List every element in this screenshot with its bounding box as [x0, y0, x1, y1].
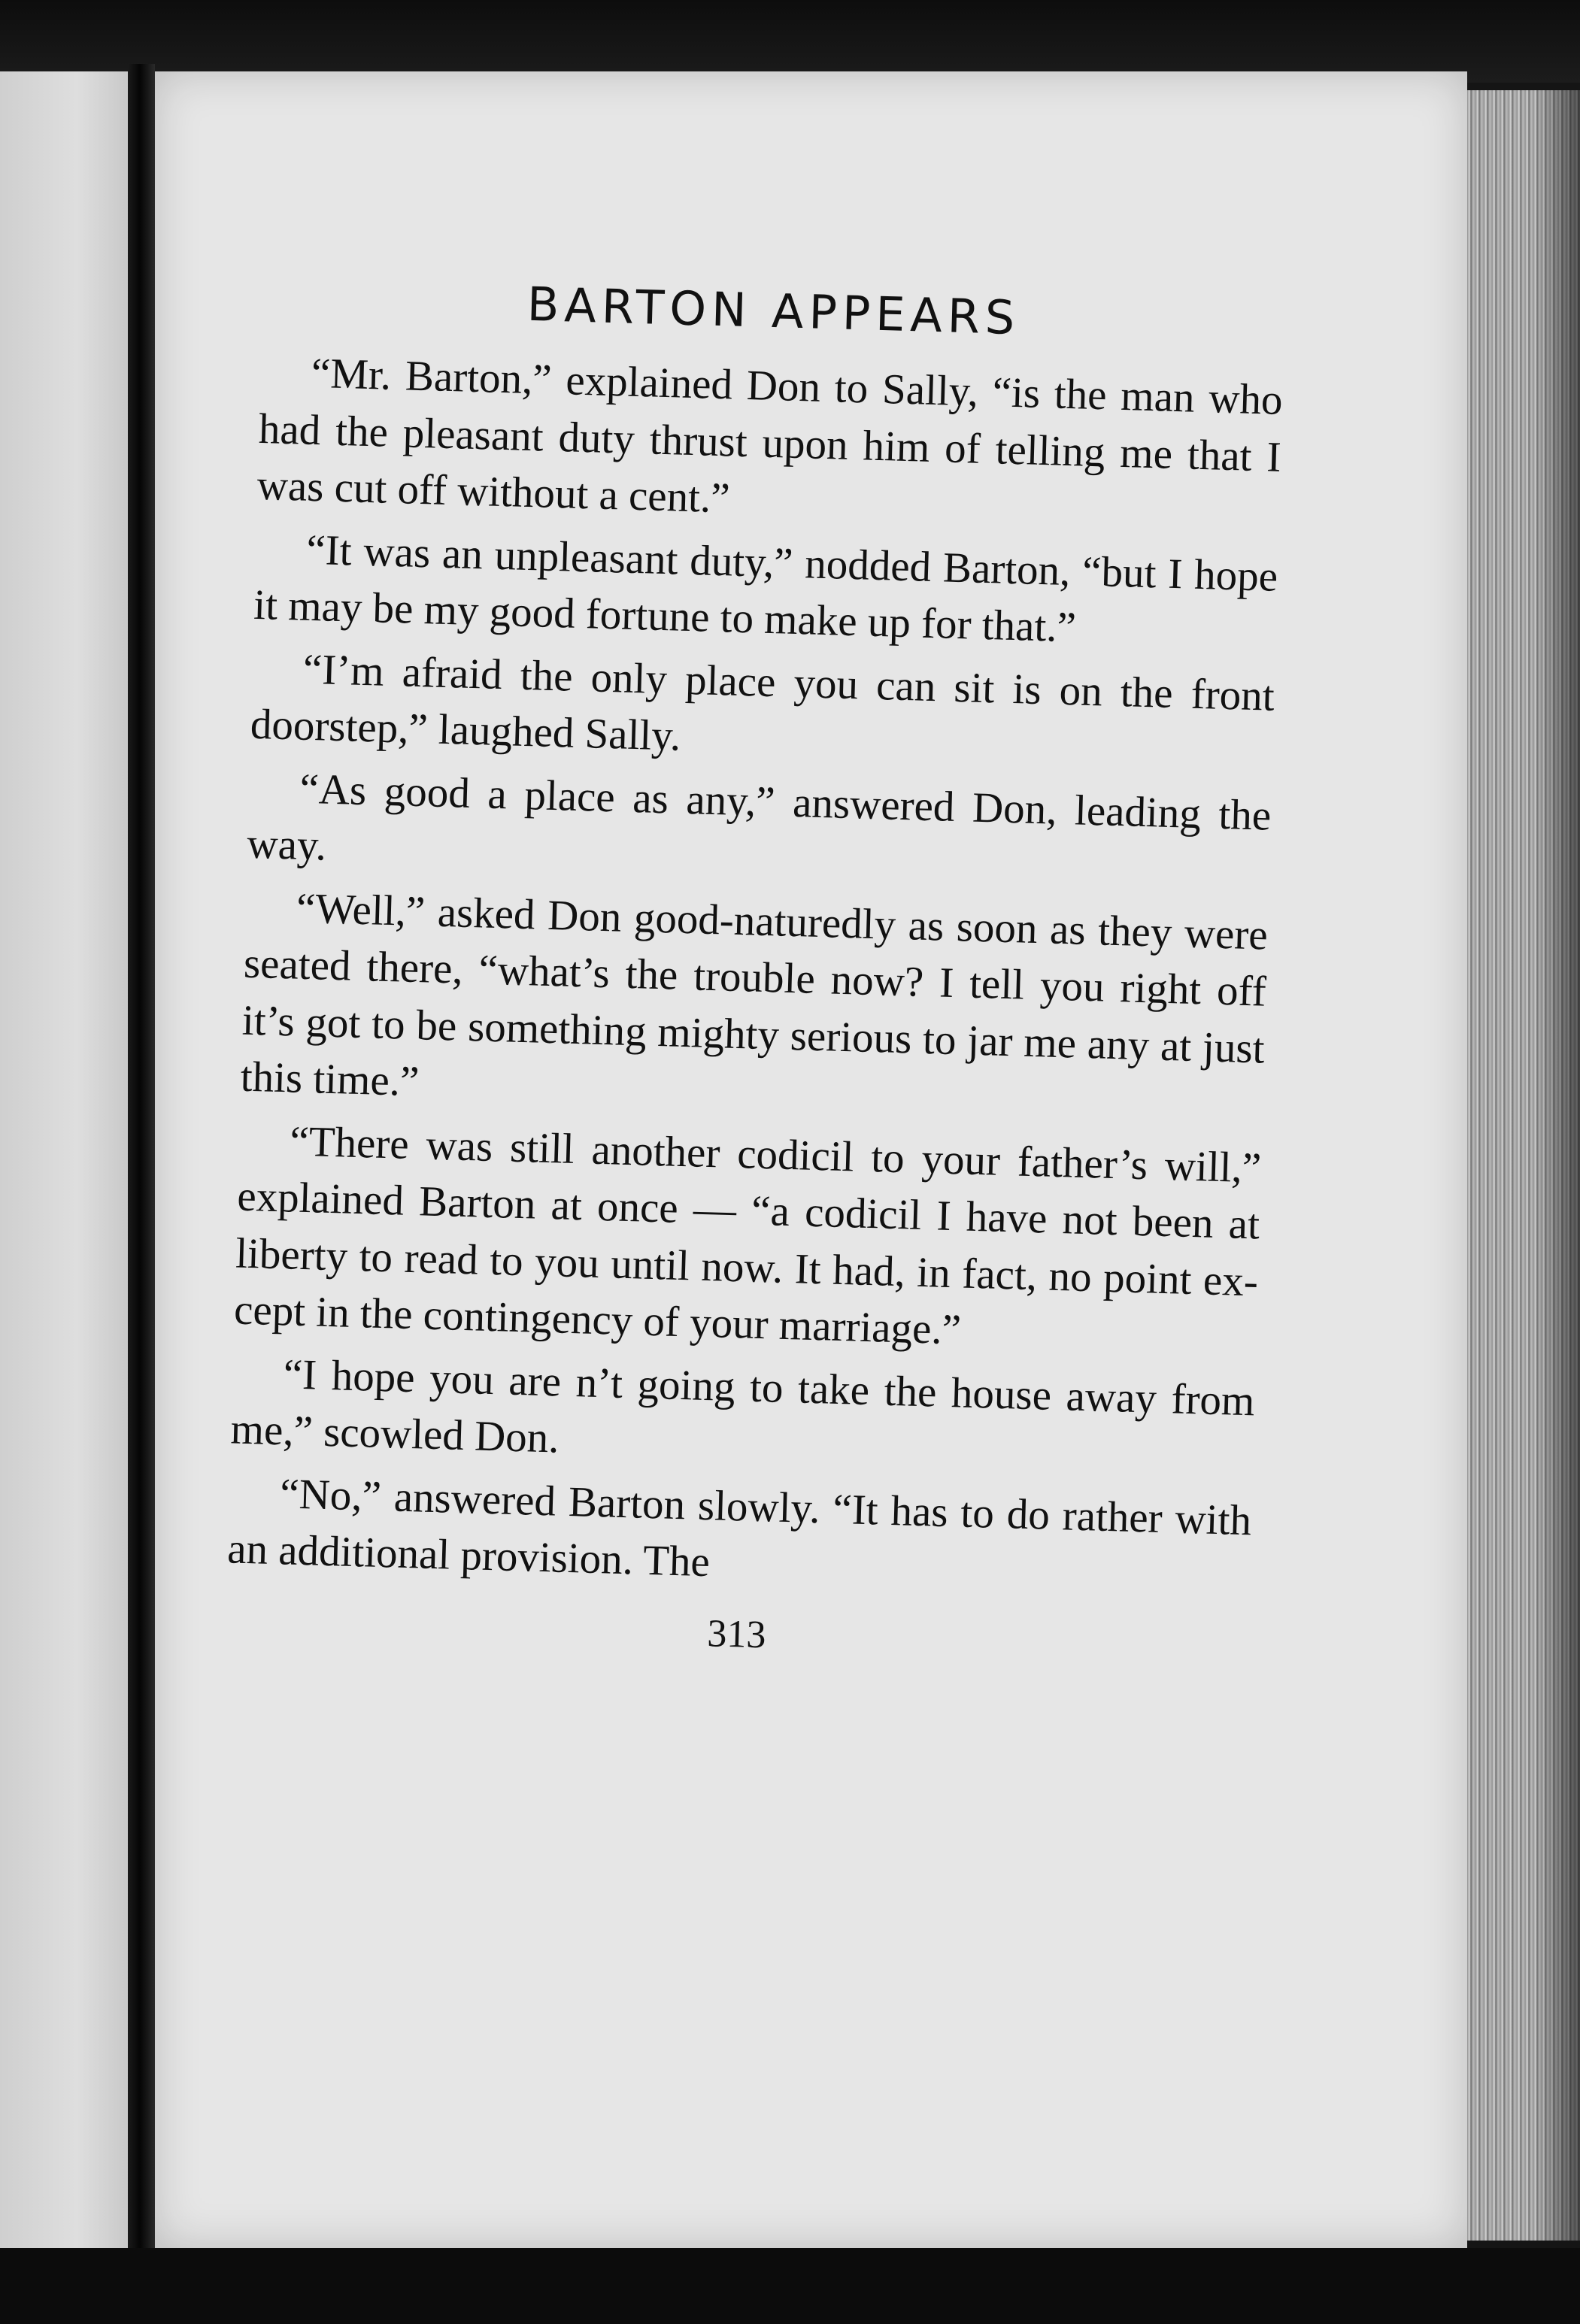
scan-bottom-border	[0, 2248, 1580, 2324]
text-block	[225, 267, 1286, 1675]
paragraph-1: “Mr. Barton,” explained Don to Sally, “is the man who had the pleasant duty thrust upon him of telling me that I was cut off without a cent.”	[256, 349, 1284, 523]
paragraph-8: “No,” answered Barton slowly. “It has to do rather with an additional provision. The	[226, 1469, 1252, 1586]
paragraph-7: “I hope you are n’t going to take the house away from me,” scowled Don.	[229, 1350, 1256, 1462]
paragraph-6: “There was still another codicil to your father’s will,” explained Barton at once — “a codicil I have not been at liberty to read to you until now. It had, in fact, no point except in the contingency of your marriage.”	[233, 1117, 1262, 1354]
facing-page-edge	[0, 71, 128, 2248]
paragraph-2: “It was an unpleasant duty,” nodded Barton, “but I hope it may be my good fortune to make up for that.”	[253, 526, 1278, 652]
page-edges-shadow	[1534, 90, 1580, 2241]
paragraph-3: “I’m afraid the only place you can sit is on the front doorstep,” laughed Sally.	[250, 645, 1275, 760]
book-gutter	[128, 64, 155, 2256]
scan-top-border	[0, 0, 1580, 83]
paragraph-5: “Well,” asked Don good-naturedly as soon as they were seated there, “what’s the trouble now? I tell you right off it’s got to be something mighty serious to jar me any at just this time.”	[240, 884, 1269, 1106]
paragraph-4: “As good a place as any,” answered Don, leading the way.	[246, 765, 1272, 870]
page-number: 313	[706, 1611, 767, 1656]
running-head: BARTON APPEARS	[526, 276, 1021, 346]
